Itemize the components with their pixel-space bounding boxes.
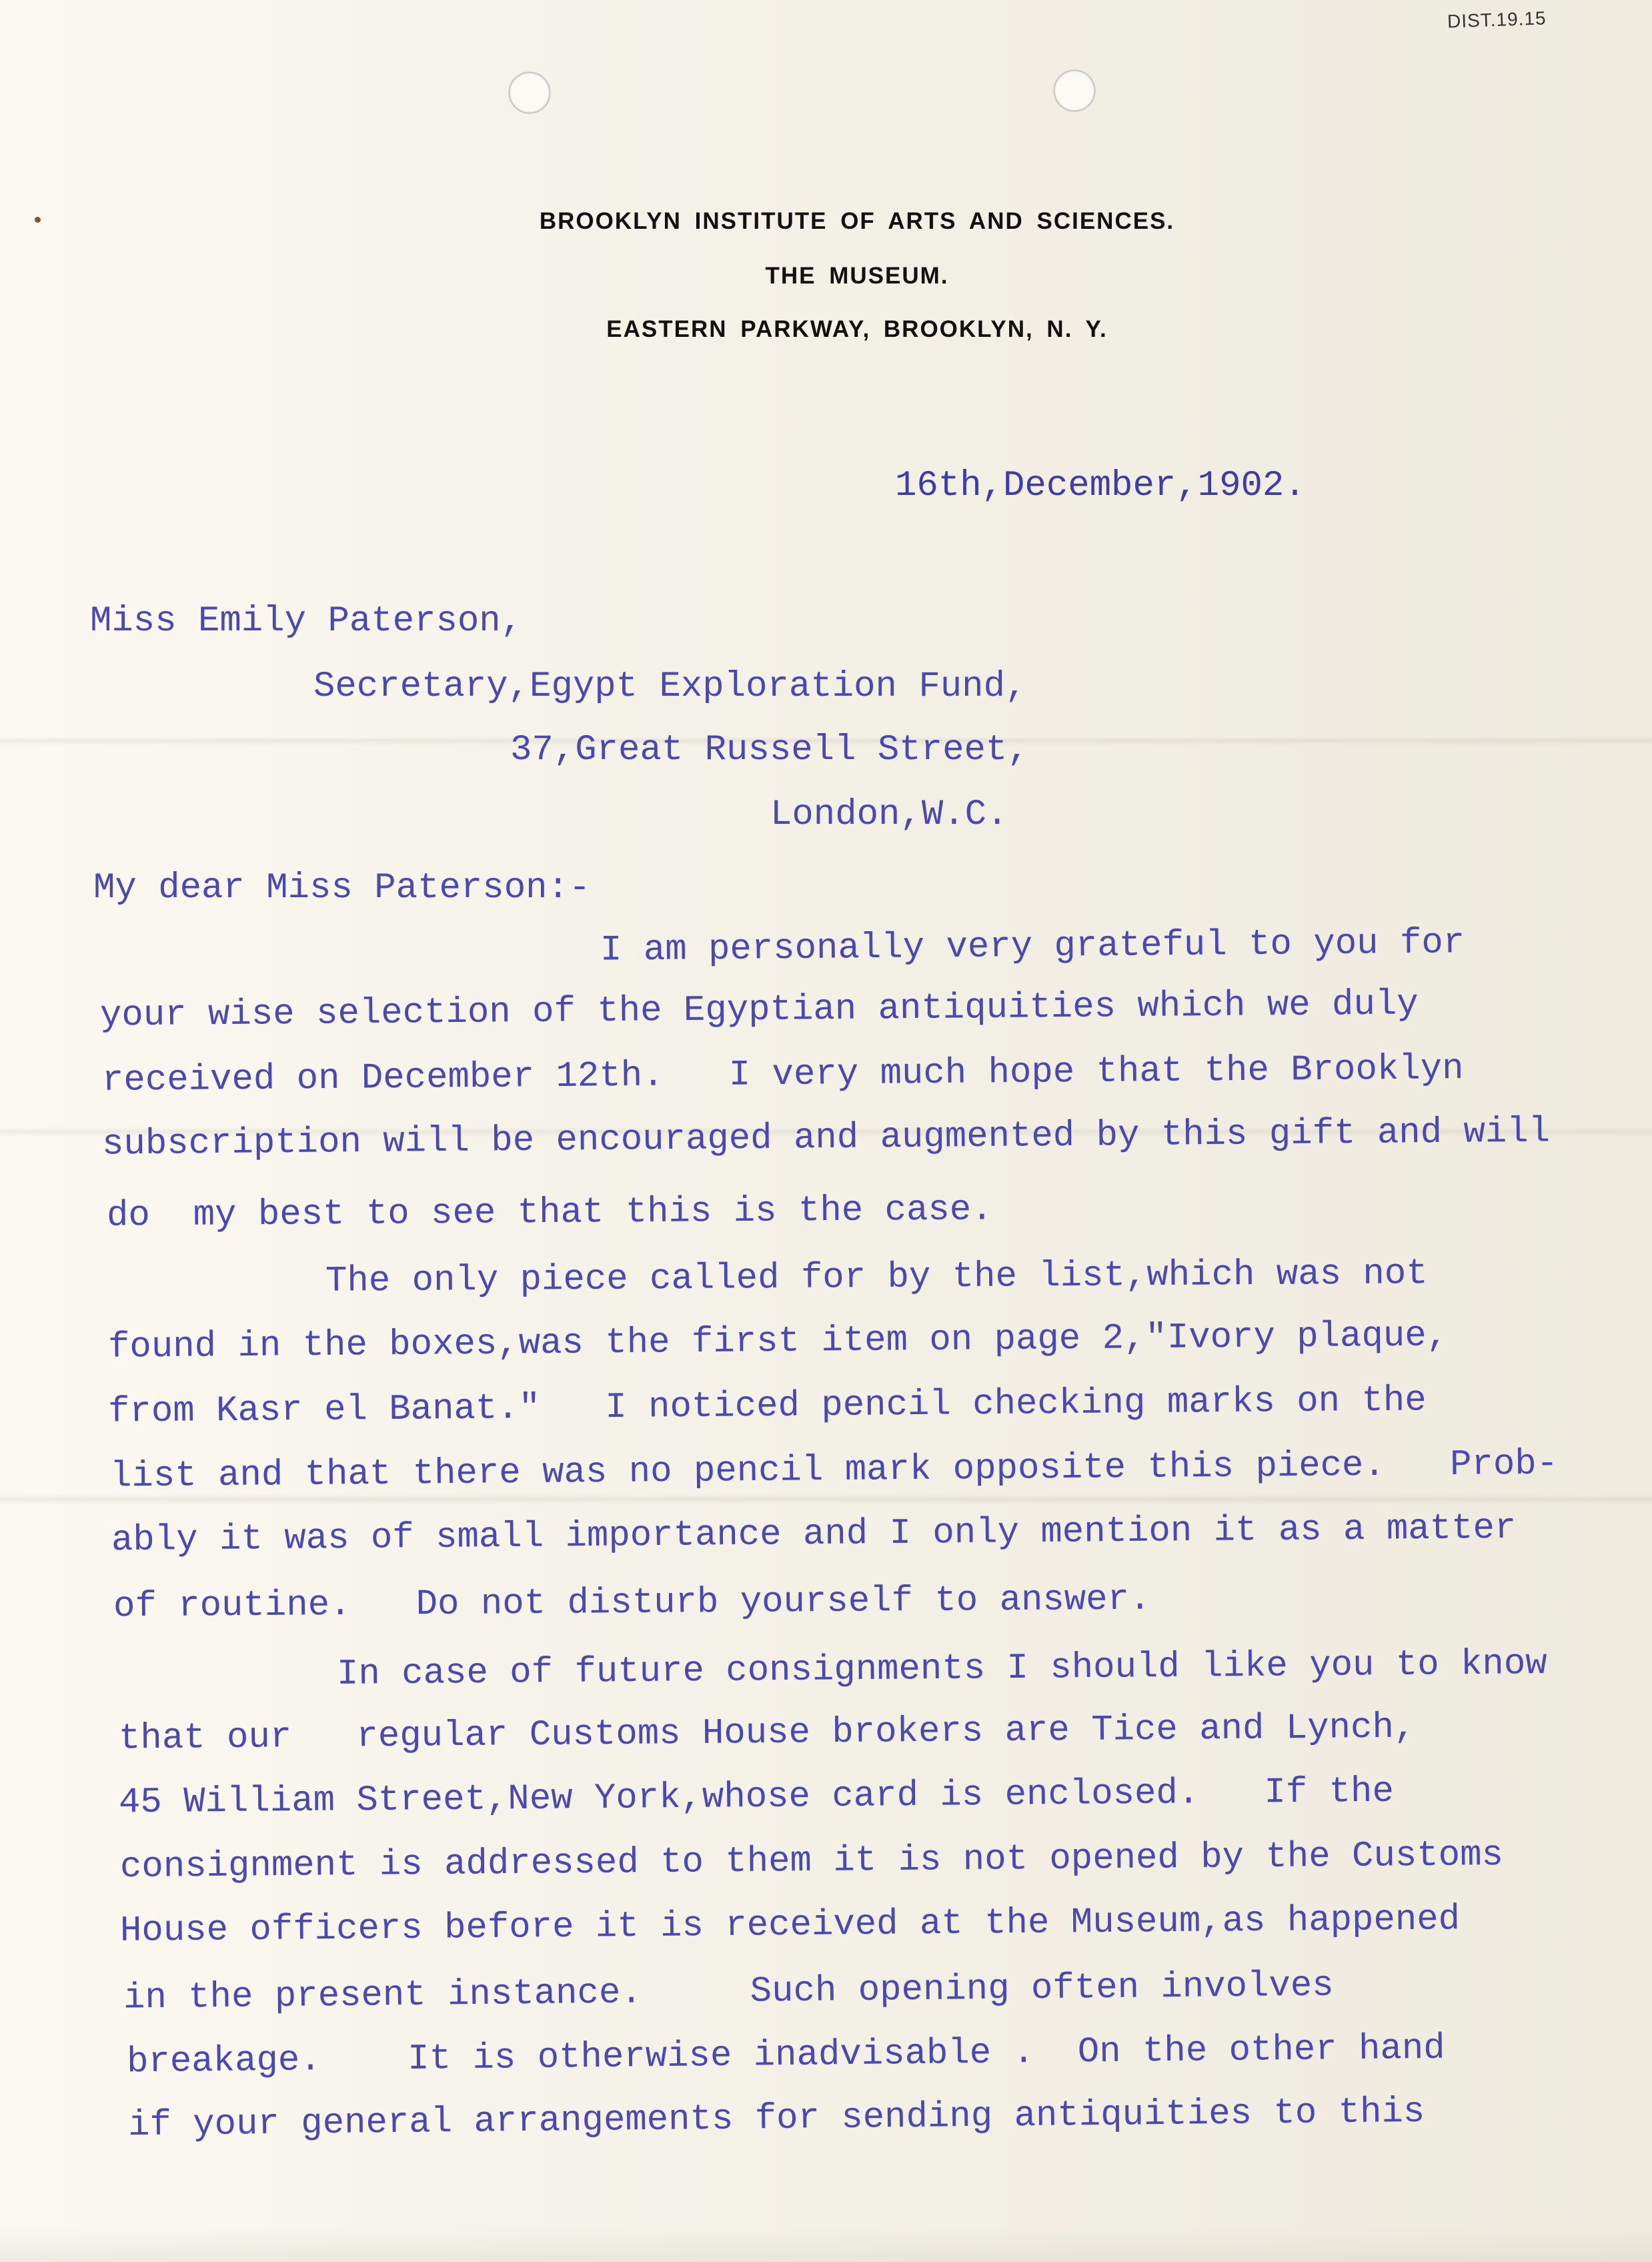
punch-hole-right bbox=[1054, 70, 1095, 111]
punch-hole-left bbox=[509, 72, 550, 113]
body-line: do my best to see that this is the case. bbox=[106, 1189, 993, 1237]
body-line: In case of future consignments I should like you to know bbox=[336, 1644, 1547, 1695]
body-line: of routine. Do not disturb yourself to answer. bbox=[113, 1579, 1151, 1628]
body-line: found in the boxes,was the first item on page 2,"Ivory plaque, bbox=[107, 1315, 1449, 1368]
body-line: from Kasr el Banat." I noticed pencil checking marks on the bbox=[107, 1380, 1427, 1433]
recipient-street: 37,Great Russell Street, bbox=[510, 730, 1029, 770]
recipient-city: London,W.C. bbox=[770, 794, 1008, 835]
letterhead-address: EASTERN PARKWAY, BROOKLYN, N. Y. bbox=[606, 316, 1108, 342]
body-line: 45 William Street,New York,whose card is enclosed. If the bbox=[118, 1771, 1395, 1824]
body-line: received on December 12th. I very much hope that the Brooklyn bbox=[101, 1049, 1464, 1101]
body-line: House officers before it is received at the Museum,as happened bbox=[119, 1899, 1461, 1952]
body-line: breakage. It is otherwise inadvisable . On the other hand bbox=[126, 2028, 1445, 2083]
archive-catalog-mark: DIST.19.15 bbox=[1447, 7, 1547, 32]
letter-date: 16th,December,1902. bbox=[895, 466, 1306, 506]
body-line: subscription will be encouraged and augmented by this gift and will bbox=[101, 1111, 1551, 1165]
body-line: list and that there was no pencil mark opposite this piece. Prob- bbox=[109, 1444, 1559, 1498]
letterhead-museum: THE MUSEUM. bbox=[765, 263, 949, 289]
page-bottom-edge bbox=[0, 2228, 1652, 2262]
body-line: I am personally very grateful to you for bbox=[600, 923, 1465, 971]
body-line: The only piece called for by the list,which was not bbox=[325, 1253, 1428, 1302]
body-line: that our regular Customs House brokers are Tice and Lynch, bbox=[118, 1707, 1416, 1760]
body-line: if your general arrangements for sending antiquities to this bbox=[127, 2091, 1425, 2147]
recipient-name: Miss Emily Paterson, bbox=[90, 601, 523, 642]
salutation: My dear Miss Paterson:- bbox=[93, 868, 591, 909]
letterhead-institution: BROOKLYN INSTITUTE OF ARTS AND SCIENCES. bbox=[539, 208, 1175, 234]
recipient-title: Secretary,Egypt Exploration Fund, bbox=[313, 666, 1027, 707]
body-line: in the present instance. Such opening often involves bbox=[123, 1965, 1334, 2019]
body-line: consignment is addressed to them it is not opened by the Customs bbox=[119, 1834, 1504, 1888]
body-line: ably it was of small importance and I only mention it as a matter bbox=[111, 1508, 1517, 1562]
body-line: your wise selection of the Egyptian antiquities which we duly bbox=[99, 984, 1419, 1037]
